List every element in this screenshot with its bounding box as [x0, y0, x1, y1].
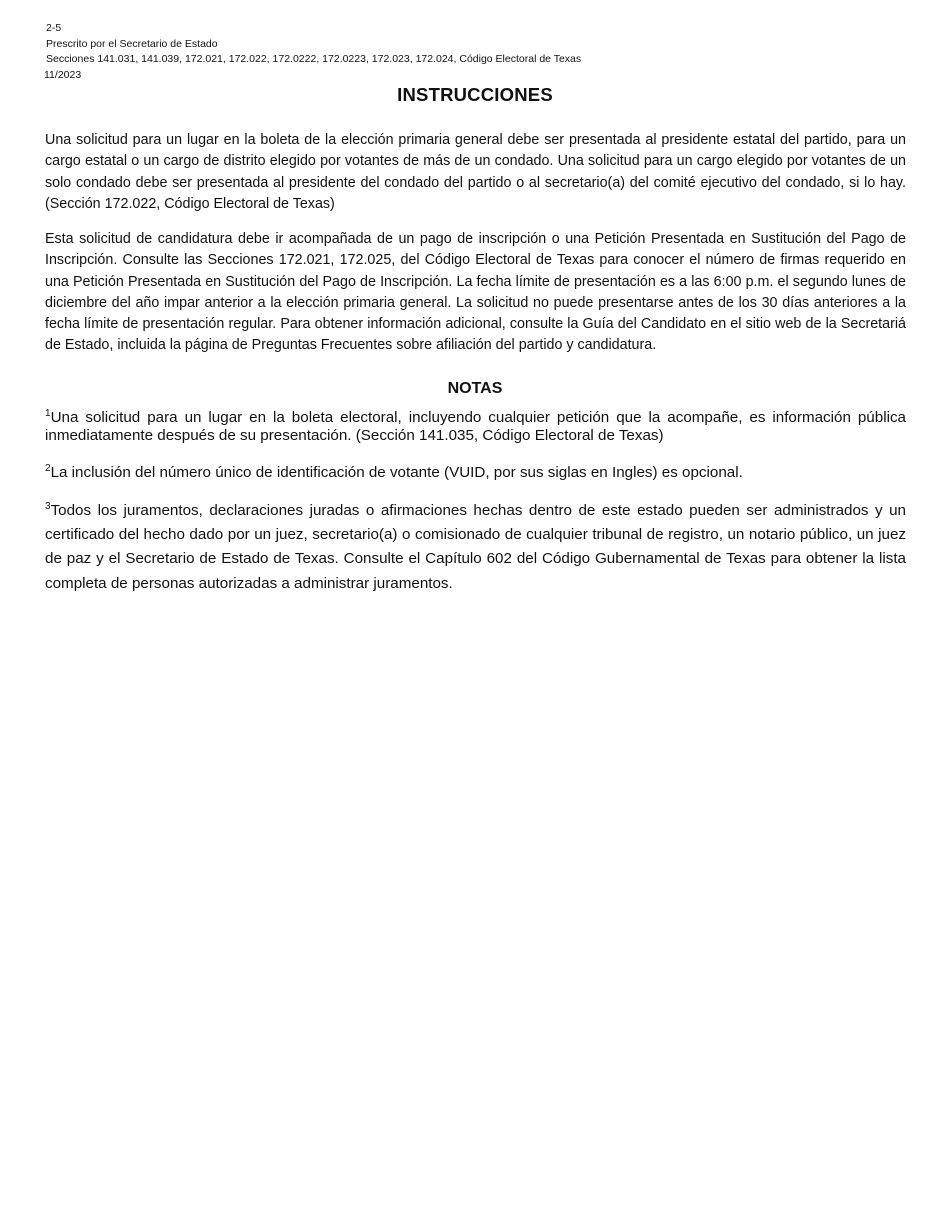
note-marker: 1 — [45, 408, 51, 419]
note-3 — [45, 499, 906, 596]
note-marker: 3 — [45, 501, 51, 512]
note-text: La inclusión del número único de identificación de votante (VUID, por sus siglas en Ingles) es opcional. — [50, 464, 743, 481]
instruction-paragraph-2: Esta solicitud de candidatura debe ir acompañada de un pago de inscripción o una Petición Presentada en Sustitución del Pago de Inscripción. Consulte las Secciones 172.021, 172.025, del Código Electoral de Texas para conocer el número de firmas requerido en una Petición Presentada en Sustitución del Pago de Inscripción. La fecha límite de presentación es a las 6:00 p.m. el segundo lunes de diciembre del año impar anterior a la elección primaria general. La solicitud no puede presentarse antes de los 30 días anteriores a la fecha límite de presentación regular. Para obtener información adicional, consulte la Guía del Candidato en el sitio web de la Secretariá de Estado, incluida la página de Preguntas Frecuentes sobre afiliación del partido y candidatura. — [45, 231, 906, 354]
instruction-paragraph-1: Una solicitud para un lugar en la boleta de la elección primaria general debe ser presentada al presidente estatal del partido, para un cargo estatal o un cargo de distrito elegido por votantes de más de un condado. Una solicitud para un cargo elegido por votantes de un solo condado debe ser presentada al presidente del condado del partido o al secretario(a) del comité ejecutivo del condado, si lo hay. (Sección 172.022, Código Electoral de Texas) — [45, 132, 906, 212]
prescribed-by: Prescrito por el Secretario de Estado — [46, 37, 218, 50]
form-header — [46, 21, 581, 83]
page-title: INSTRUCCIONES — [397, 84, 553, 105]
note-2 — [45, 464, 906, 482]
form-number: 2-5 — [46, 22, 62, 34]
revision-date: 11/2023 — [44, 68, 82, 81]
statute-sections: Secciones 141.031, 141.039, 172.021, 172.022, 172.0222, 172.0223, 172.023, 172.024, Código Electoral de Texas — [46, 53, 582, 65]
note-1 — [45, 409, 906, 445]
note-text: Una solicitud para un lugar en la boleta electoral, incluyendo cualquier petición que la acompañe, es información pública inmediatamente después de su presentación. (Sección 141.035, Código Electoral de Texas) — [45, 409, 906, 444]
note-text: Todos los juramentos, declaraciones juradas o afirmaciones hechas dentro de este estado pueden ser administrados y un certificado del hecho dado por un juez, secretario(a) o comisionado de cualquier tribunal de registro, un notario público, un juez de paz y el Secretario de Estado de Texas. Consulte el Capítulo 602 del Código Gubernamental de Texas para obtener la lista completa de personas autorizadas a administrar juramentos. — [45, 502, 906, 592]
note-marker: 2 — [45, 463, 51, 474]
notes-title: NOTAS — [447, 380, 503, 397]
